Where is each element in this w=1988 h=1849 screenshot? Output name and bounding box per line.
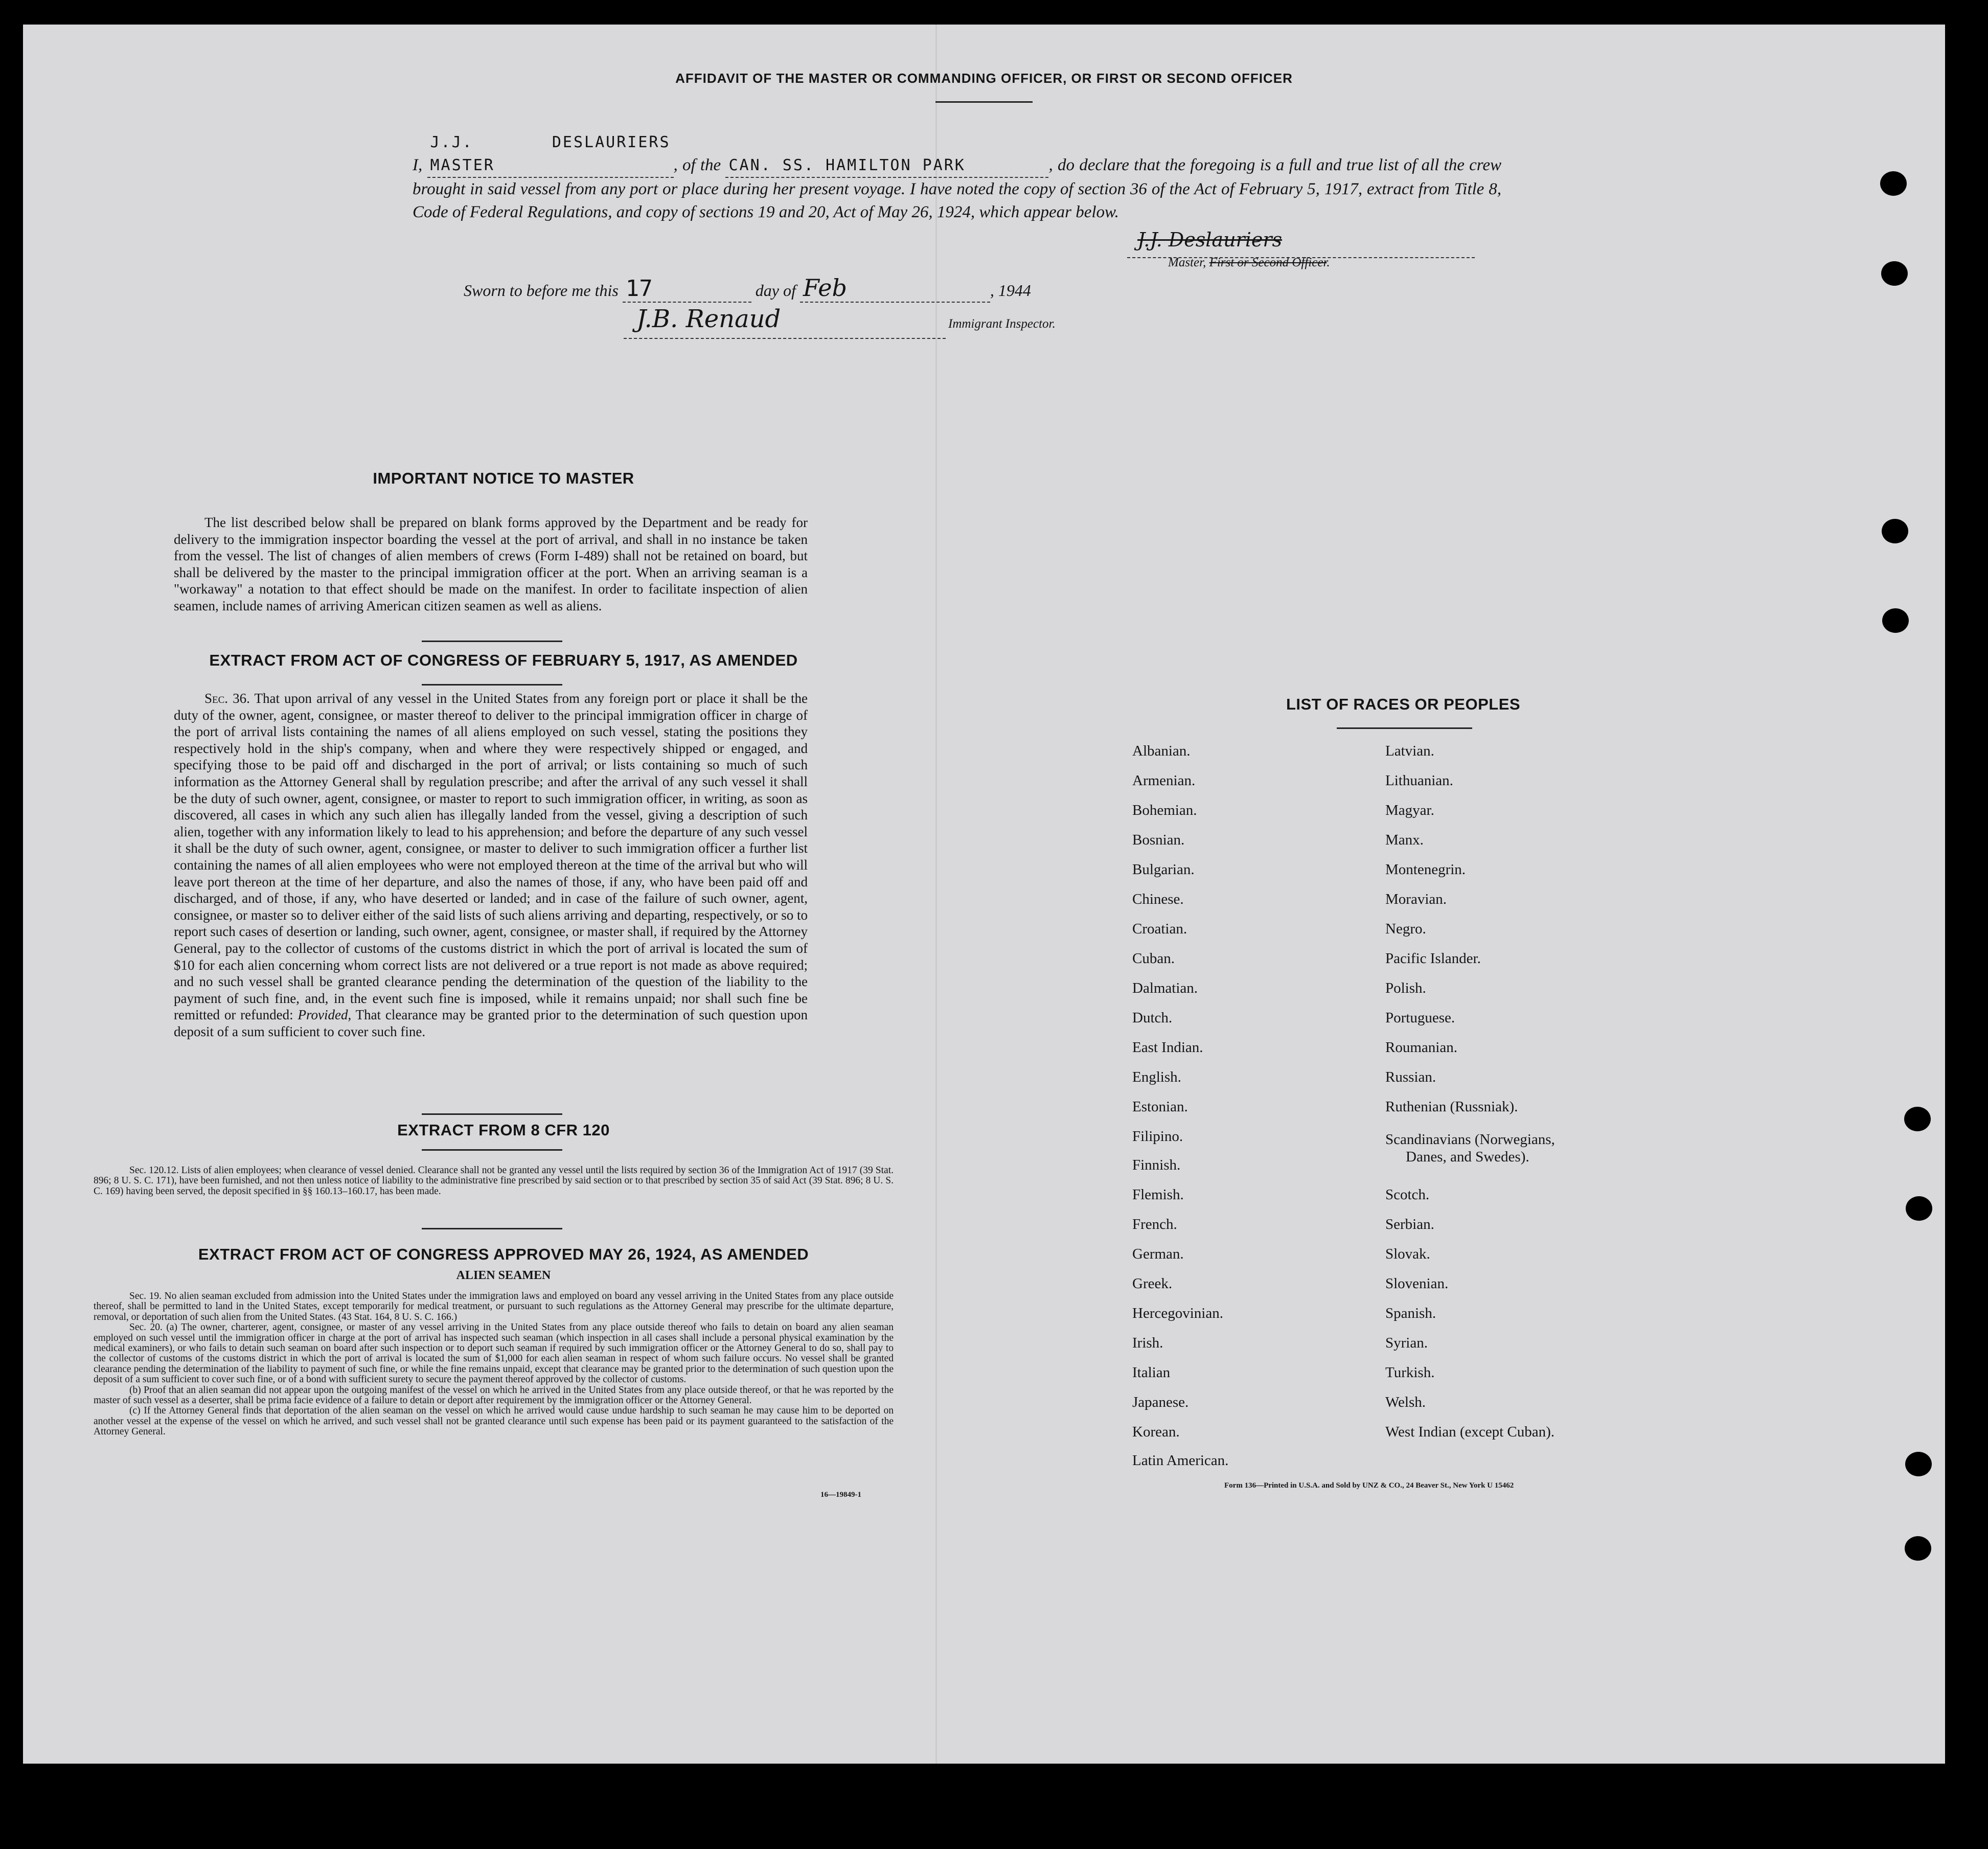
sec19-text: Sec. 19. No alien seaman excluded from admission into the United States under the immigration laws and employed on board any vessel arriving in the United States from any place outside thereof, shall be permitted to land in the United States, except temporarily for medical treatment, or pursuant to such regulations as the Attorney General may prescribe for the ultimate departure, removal, or deportation of such alien from the United States. (43 Stat. 164, 8 U. S. C. 166.): [94, 1291, 894, 1322]
race-item: Manx.: [1385, 832, 1424, 848]
race-item: Irish.: [1132, 1335, 1163, 1351]
master-signature: J.J. Deslauriers: [1137, 229, 1283, 251]
race-item: Estonian.: [1132, 1099, 1188, 1115]
race-item: Pacific Islander.: [1385, 950, 1481, 967]
race-item: Portuguese.: [1385, 1010, 1455, 1026]
sworn-day-field: 17: [623, 276, 751, 303]
master-signature-line: [1127, 229, 1475, 258]
race-item: Moravian.: [1385, 891, 1447, 907]
inspector-signature: J.B. Renaud: [636, 305, 781, 333]
race-item: Hercegovinian.: [1132, 1305, 1223, 1321]
race-item: Turkish.: [1385, 1364, 1435, 1381]
divider-3: [422, 1113, 562, 1115]
provided-word: Provided,: [298, 1007, 352, 1023]
act1917-title: EXTRACT FROM ACT OF CONGRESS OF FEBRUARY 5, 1917, AS AMENDED: [209, 651, 798, 669]
punch-hole: [1905, 1536, 1931, 1561]
race-item: Welsh.: [1385, 1394, 1426, 1410]
form-sheet: [23, 25, 1945, 1764]
race-item: Filipino.: [1132, 1128, 1183, 1145]
race-item: English.: [1132, 1069, 1181, 1085]
sworn-label: Sworn to before me this: [464, 281, 619, 300]
race-item: Greek.: [1132, 1275, 1173, 1292]
sec36-label: Sec. 36.: [204, 691, 250, 706]
race-item: Lithuanian.: [1385, 772, 1453, 789]
race-item: East Indian.: [1132, 1039, 1203, 1056]
of-the-label: , of the: [673, 156, 721, 174]
i-label: I,: [413, 156, 423, 174]
sworn-line: [464, 274, 1031, 303]
race-item: Cuban.: [1132, 950, 1175, 967]
race-item: Magyar.: [1385, 802, 1434, 818]
races-divider: [1337, 727, 1472, 729]
punch-hole: [1906, 1196, 1932, 1221]
race-item: Bohemian.: [1132, 802, 1197, 818]
race-item: Serbian.: [1385, 1216, 1434, 1232]
punch-hole: [1905, 1452, 1932, 1476]
master-caption-label: Master,: [1168, 256, 1206, 269]
sec20b-text: (b) Proof that an alien seaman did not appear upon the outgoing manifest of the vessel on which he arrived in the United States from any place outside thereof, or that he was reported by the master of such vessel as a deserter, shall be prima facie evidence of a failure to detain or deport after requirement by the immigration officer or the Attorney General.: [94, 1384, 894, 1406]
divider-5: [422, 1228, 562, 1229]
master-caption-end: .: [1327, 256, 1330, 269]
race-item: Roumanian.: [1385, 1039, 1457, 1056]
affidavit-title: AFFIDAVIT OF THE MASTER OR COMMANDING OFFICER, OR FIRST OR SECOND OFFICER: [675, 71, 1293, 86]
punch-hole: [1880, 171, 1907, 196]
race-item: Finnish.: [1132, 1157, 1181, 1173]
cfr-body: Sec. 120.12. Lists of alien employees; when clearance of vessel denied. Clearance shall not be granted any vessel until the lists required by section 36 of the Immigration Act of 1917 (39 Stat. 896; 8 U. S. C. 171), have been furnished, and not then unless notice of liability to the administrative fine prescribed by said section or to that prescribed by section 35 of said Act (39 Stat. 896; 8 U. S. C. 169) having been served, the deposit specified in §§ 160.13–160.17, has been made.: [94, 1165, 894, 1197]
notice-body: The list described below shall be prepared on blank forms approved by the Department and be ready for delivery to the immigration inspector boarding the vessel at the port of arrival, and shall in no instance be taken from the vessel. The list of changes of alien members of crews (Form I-489) shall not be retained on board, but shall be delivered by the master to the principal immigration officer at the port. When an arriving seaman is a "workaway" a notation to that effect should be made on the manifest. In order to facilitate inspection of alien seamen, include names of arriving American citizen seamen as well as aliens.: [174, 515, 808, 613]
year-suffix: 44: [1014, 281, 1031, 300]
punch-hole: [1882, 519, 1908, 543]
struck-officer-caption: First or Second Officer: [1209, 256, 1327, 269]
race-item: Montenegrin.: [1385, 861, 1466, 878]
sec36-text-a: That upon arrival of any vessel in the United States from any foreign port or place it shall be the duty of the owner, agent, consignee, or master thereof to deliver to the principal immigration officer in charge of the port of arrival lists containing the names of all aliens employed on such vessel, stating the positions they respectively hold in the ship's company, when and where they were respectively shipped or engaged, and specifying those to be paid off and discharged in the port of arrival; or lists containing so much of such information as the Attorney General shall by regulation prescribe; and after the arrival of any such vessel it shall be the duty of such owner, agent, consignee, or master to report to such immigration officer, in writing, as soon as discovered, all cases in which any such alien has illegally landed from the vessel, giving a description of such alien, together with any information likely to lead to his apprehension; and before the departure of any such vessel it shall be the duty of such owner, agent, consignee, or master to deliver to such immigration officer a further list containing the names of all alien employees who were not employed thereon at the time of the arrival but who will leave port thereon at the time of her departure, and also the names of those, if any, who have been paid off and discharged, and of those, if any, who have deserted or landed; and in case of the failure of such owner, agent, consignee, or master so to deliver either of the said lists of such aliens arriving and departing, respectively, or so to report such cases of desertion or landing, such owner, agent, consignee, or master shall, if required by the Attorney General, pay to the collector of customs of the customs district in which the port of arrival is located the sum of $10 for each alien concerning whom correct lists are not delivered or a true report is not made as above required; and no such vessel shall be granted clearance pending the determination of the question of the liability to the payment of such fine, and, in the event such fine is imposed, while it remains unpaid; nor shall such fine be remitted or refunded:: [174, 691, 808, 1023]
race-item: Italian: [1132, 1364, 1171, 1381]
punch-hole: [1904, 1107, 1931, 1131]
notice-title: IMPORTANT NOTICE TO MASTER: [373, 469, 634, 487]
form-code: 16—19849-1: [820, 1491, 861, 1499]
race-item: Dutch.: [1132, 1010, 1173, 1026]
year-prefix: , 19: [990, 281, 1015, 300]
day-of-label: day of: [755, 281, 796, 300]
race-item: Russian.: [1385, 1069, 1436, 1085]
race-item: Scandinavians (Norwegians,: [1385, 1131, 1555, 1148]
race-item: Korean.: [1132, 1424, 1180, 1440]
divider-1: [422, 641, 562, 642]
sec36-text-b: That clearance may be granted prior to the determination of such question upon deposit of a sum sufficient to cover such fine.: [174, 1007, 808, 1039]
race-item: Dalmatian.: [1132, 980, 1198, 996]
affidavit-declaration: [413, 131, 1501, 224]
sec20c-text: (c) If the Attorney General finds that deportation of the alien seaman on the vessel on which he arrived would cause undue hardship to such seaman he may cause him to be deported on another vessel at the expense of the vessel on which he arrived, and such vessel shall not be granted clearance until such expense has been paid or its payment guaranteed to the satisfaction of the Attorney General.: [94, 1405, 894, 1437]
races-title: LIST OF RACES OR PEOPLES: [1286, 695, 1521, 713]
sec20a-text: Sec. 20. (a) The owner, charterer, agent, consignee, or master of any vessel arriving in the United States from any place outside thereof who fails to detain on board any alien seaman employed on such vessel until the immigration officer in charge at the port of arrival has inspected such seaman (which inspection in all cases shall include a personal physical examination by the medical examiners), or who fails to detain such seaman on board after such inspection or to deport such seaman if required by such immigration officer or the Attorney General to do so, shall pay to the collector of customs of the customs district in which the port of arrival is located the sum of $1,000 for each alien seaman in respect of whom such failure occurs. No vessel shall be granted clearance pending the determination of the liability to payment of such fine, or while the fine remains unpaid, except that clearance may be granted prior to the determination of such question upon the deposit of a sum sufficient to cover such fine, or of a bond with sufficient surety to secure the payment thereof approved by the collector of customs.: [94, 1322, 894, 1385]
inspector-caption: Immigrant Inspector.: [948, 317, 1056, 331]
race-item: Japanese.: [1132, 1394, 1189, 1410]
race-item: West Indian (except Cuban).: [1385, 1424, 1555, 1440]
master-caption: [1168, 256, 1330, 270]
race-item: Albanian.: [1132, 743, 1191, 759]
cfr-title: EXTRACT FROM 8 CFR 120: [397, 1121, 610, 1139]
race-item: Bosnian.: [1132, 832, 1185, 848]
race-item: Bulgarian.: [1132, 861, 1195, 878]
inspector-signature-line: [624, 305, 946, 339]
race-item: Latin American.: [1132, 1452, 1229, 1469]
race-item: Chinese.: [1132, 891, 1184, 907]
race-item: Negro.: [1385, 921, 1426, 937]
race-item: Latvian.: [1385, 743, 1434, 759]
punch-hole: [1882, 608, 1909, 633]
race-item: Flemish.: [1132, 1186, 1184, 1203]
do-declare-label: , do declare: [1048, 156, 1129, 174]
race-item: Slovak.: [1385, 1246, 1430, 1262]
declaration-body: that the foregoing is a full and true list of all the crew brought in said vessel from any port or place during her present voyage. I have noted the copy of section 36 of the Act of February 5, 1917, extract from Title 8, Code of Federal Regulations, and copy of sections 19 and 20, Act of May 26, 1924, which appear below.: [413, 156, 1502, 221]
race-item: Spanish.: [1385, 1305, 1436, 1321]
race-item: Croatian.: [1132, 921, 1187, 937]
title-divider: [935, 101, 1033, 103]
punch-hole: [1881, 261, 1908, 286]
race-item: Scotch.: [1385, 1186, 1430, 1203]
divider-4: [422, 1149, 562, 1151]
master-name-field: J.J. DESLAURIERS MASTER: [427, 131, 674, 178]
race-item: Danes, and Swedes).: [1406, 1149, 1529, 1165]
divider-2: [422, 684, 562, 686]
race-item: Slovenian.: [1385, 1275, 1449, 1292]
race-item: Syrian.: [1385, 1335, 1428, 1351]
act1924-body: [94, 1291, 894, 1437]
race-item: Armenian.: [1132, 772, 1196, 789]
race-item: Ruthenian (Russniak).: [1385, 1099, 1518, 1115]
printer-footer: Form 136—Printed in U.S.A. and Sold by UNZ & CO., 24 Beaver St., New York U 15462: [1224, 1481, 1514, 1490]
act1917-body: [174, 690, 808, 1040]
act1924-title: EXTRACT FROM ACT OF CONGRESS APPROVED MAY 26, 1924, AS AMENDED: [198, 1245, 809, 1263]
act1924-subtitle: ALIEN SEAMEN: [456, 1269, 551, 1282]
race-item: German.: [1132, 1246, 1184, 1262]
race-item: French.: [1132, 1216, 1177, 1232]
vessel-name-field: CAN. SS. HAMILTON PARK: [725, 154, 1048, 178]
sworn-month-field: Feb: [800, 274, 990, 303]
race-item: Polish.: [1385, 980, 1426, 996]
